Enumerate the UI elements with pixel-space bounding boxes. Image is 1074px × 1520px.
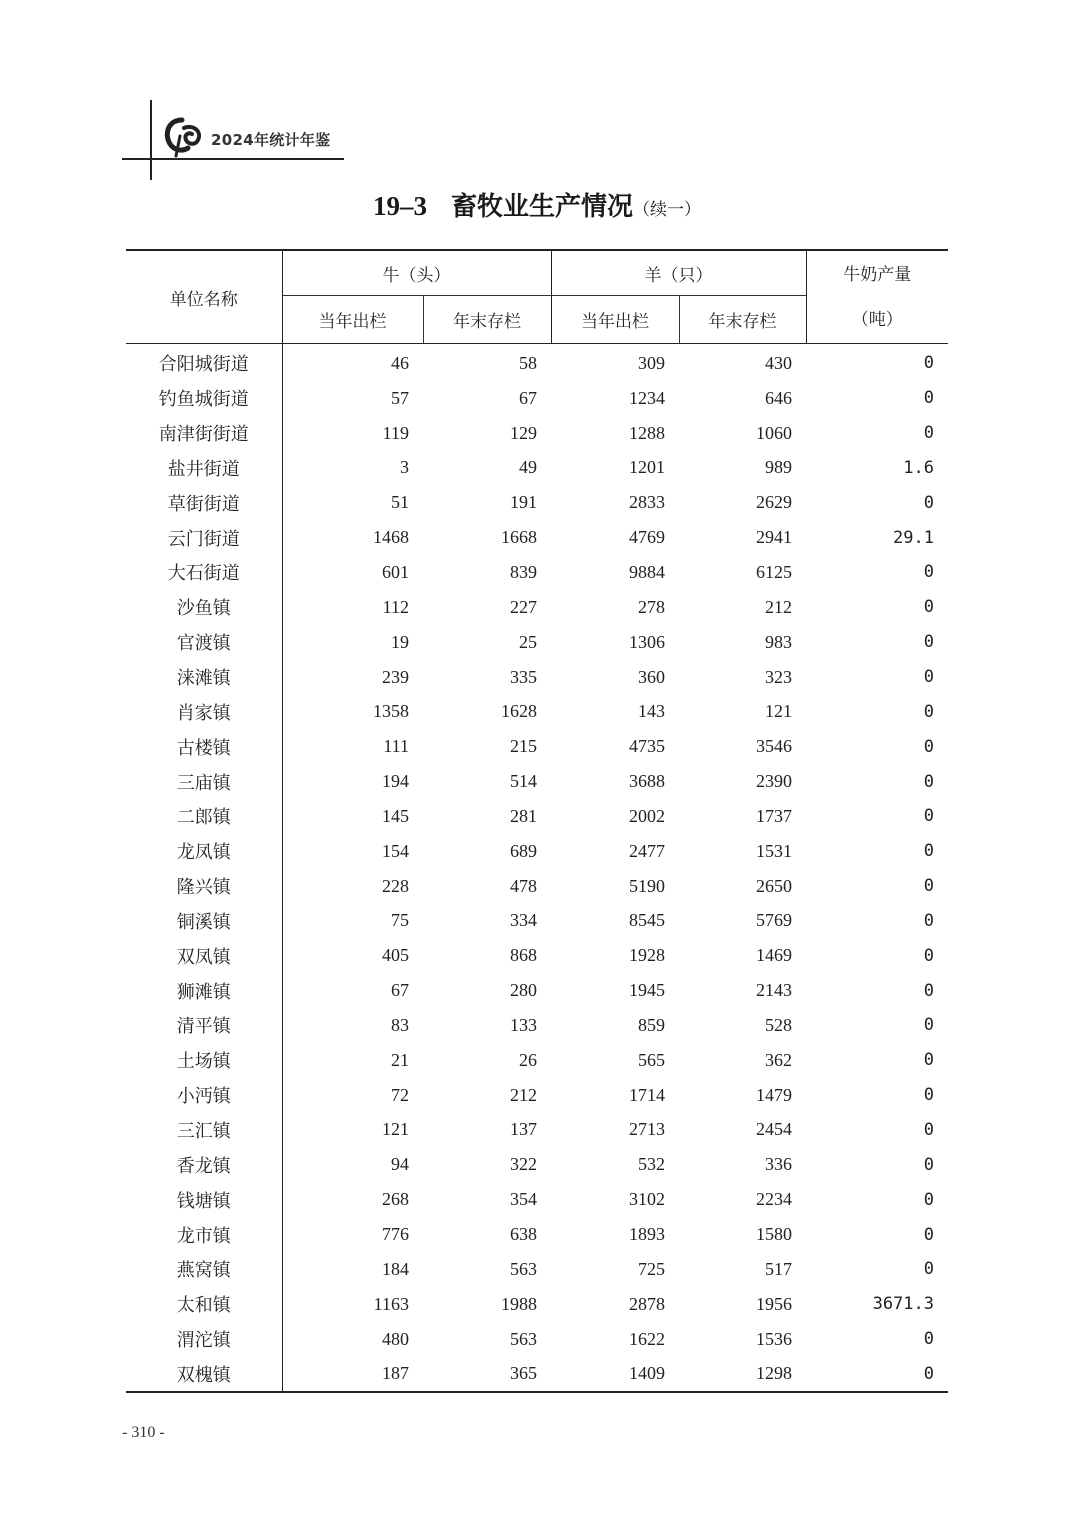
cattle-stock-cell: 689 [510, 840, 537, 861]
cattle-stock-cell: 335 [510, 666, 537, 687]
sheep-stock-cell: 121 [765, 701, 792, 722]
sheep-stock-header: 年末存栏 [679, 296, 806, 344]
sheep-out-cell: 1234 [629, 387, 665, 408]
cattle-out-cell: 51 [391, 492, 409, 513]
sheep-out-cell: 565 [638, 1049, 665, 1070]
sheep-out-cell: 3688 [629, 771, 665, 792]
cattle-out-cell: 228 [382, 875, 409, 896]
sheep-out-cell: 1928 [629, 945, 665, 966]
sheep-stock-cell: 1531 [756, 840, 792, 861]
cattle-stock-cell: 365 [423, 1356, 551, 1392]
milk-output-cell: 0 [923, 1085, 934, 1106]
milk-output-cell: 0 [923, 632, 934, 653]
cattle-stock-cell: 215 [510, 736, 537, 757]
milk-output-cell: 0 [923, 806, 934, 827]
cattle-stock-cell: 322 [510, 1154, 537, 1175]
unit-name-cell: 二郎镇 [126, 799, 282, 834]
sheep-out-cell: 9884 [629, 561, 665, 582]
cattle-out-cell: 268 [382, 1189, 409, 1210]
cattle-stock-cell: 354 [510, 1189, 537, 1210]
sheep-out-cell: 532 [638, 1154, 665, 1175]
table-row [126, 660, 948, 695]
unit-name-cell: 双凤镇 [126, 938, 282, 973]
table-row [126, 520, 948, 555]
table-row [126, 729, 948, 764]
unit-name-cell: 沙鱼镇 [126, 590, 282, 625]
unit-name-cell: 太和镇 [126, 1287, 282, 1322]
unit-name-cell: 狮滩镇 [126, 973, 282, 1008]
unit-name-cell: 大石街道 [126, 555, 282, 590]
sheep-out-cell: 2878 [629, 1293, 665, 1314]
sheep-out-cell: 1714 [629, 1084, 665, 1105]
cattle-stock-cell: 563 [510, 1258, 537, 1279]
cattle-out-cell: 184 [382, 1258, 409, 1279]
cattle-out-cell: 72 [391, 1084, 409, 1105]
table-continued: （续一） [633, 200, 701, 220]
sheep-stock-cell: 528 [765, 1014, 792, 1035]
sheep-stock-cell: 2650 [756, 875, 792, 896]
milk-output-cell: 0 [923, 1329, 934, 1350]
sheep-stock-cell: 2234 [756, 1189, 792, 1210]
milk-output-cell: 0 [923, 701, 934, 722]
milk-output-cell: 0 [923, 423, 934, 444]
cattle-stock-cell: 137 [510, 1119, 537, 1140]
sheep-stock-cell: 2390 [756, 771, 792, 792]
cattle-stock-cell: 129 [510, 422, 537, 443]
table-row [126, 1322, 948, 1357]
yearbook-title: 2024年统计年鉴 [211, 131, 331, 149]
milk-output-cell: 0 [923, 1224, 934, 1245]
sheep-out-cell: 8545 [629, 910, 665, 931]
cattle-out-cell: 601 [382, 561, 409, 582]
table-name: 畜牧业生产情况 [450, 192, 633, 222]
unit-name-cell: 三庙镇 [126, 764, 282, 799]
table-row [126, 451, 948, 486]
cattle-stock-cell: 868 [510, 945, 537, 966]
cattle-stock-cell: 478 [510, 875, 537, 896]
sheep-out-cell: 1622 [629, 1328, 665, 1349]
sheep-stock-cell: 1298 [679, 1356, 806, 1392]
table-row [126, 1147, 948, 1182]
unit-name-cell: 云门街道 [126, 520, 282, 555]
milk-output-cell: 0 [923, 980, 934, 1001]
milk-output-cell: 29.1 [893, 527, 934, 548]
cattle-out-cell: 21 [391, 1049, 409, 1070]
cattle-stock-cell: 563 [510, 1328, 537, 1349]
milk-output-header [806, 250, 948, 344]
table-row [126, 904, 948, 939]
table-row [126, 799, 948, 834]
table-row [126, 1287, 948, 1322]
cattle-stock-cell: 839 [510, 561, 537, 582]
table-row [126, 344, 948, 381]
sheep-stock-cell: 212 [765, 596, 792, 617]
sheep-out-cell: 143 [638, 701, 665, 722]
sheep-stock-cell: 3546 [756, 736, 792, 757]
cattle-stock-cell: 638 [510, 1224, 537, 1245]
sheep-out-header: 当年出栏 [551, 296, 679, 344]
cattle-out-cell: 1468 [373, 527, 409, 548]
livestock-table [126, 249, 948, 1393]
milk-output-cell: 3671.3 [872, 1294, 934, 1315]
cattle-out-cell: 480 [382, 1328, 409, 1349]
milk-output-cell: 0 [923, 910, 934, 931]
cattle-out-cell: 121 [382, 1119, 409, 1140]
milk-output-cell: 0 [923, 353, 934, 374]
sheep-out-cell: 2477 [629, 840, 665, 861]
unit-name-cell: 官渡镇 [126, 625, 282, 660]
cattle-out-cell: 239 [382, 666, 409, 687]
sheep-out-cell: 309 [638, 352, 665, 373]
cattle-stock-cell: 58 [519, 352, 537, 373]
sheep-out-cell: 278 [638, 596, 665, 617]
table-row [126, 590, 948, 625]
cattle-out-cell: 1163 [373, 1293, 409, 1314]
unit-name-cell: 草街街道 [126, 485, 282, 520]
unit-name-cell: 龙凤镇 [126, 834, 282, 869]
header-vertical-rule [150, 100, 152, 180]
cattle-stock-cell: 514 [510, 771, 537, 792]
table-row [126, 1252, 948, 1287]
cattle-out-cell: 57 [391, 387, 409, 408]
unit-name-cell: 清平镇 [126, 1008, 282, 1043]
cattle-out-cell: 67 [391, 980, 409, 1001]
milk-output-cell: 0 [923, 492, 934, 513]
sheep-stock-cell: 1737 [756, 805, 792, 826]
table-row [126, 869, 948, 904]
milk-output-cell: 0 [923, 841, 934, 862]
unit-name-cell: 盐井街道 [126, 451, 282, 486]
cattle-out-cell: 19 [391, 631, 409, 652]
sheep-out-cell: 2002 [629, 805, 665, 826]
sheep-out-cell: 859 [638, 1014, 665, 1035]
cattle-out-cell: 94 [391, 1154, 409, 1175]
cattle-out-cell: 111 [383, 736, 409, 757]
sheep-out-cell: 4769 [629, 527, 665, 548]
sheep-out-cell: 1201 [629, 457, 665, 478]
table-row [126, 834, 948, 869]
sheep-stock-cell: 983 [765, 631, 792, 652]
unit-name-cell: 南津街街道 [126, 416, 282, 451]
cattle-out-cell: 46 [391, 352, 409, 373]
table-row [126, 381, 948, 416]
sheep-out-cell: 2713 [629, 1119, 665, 1140]
table-row [126, 1217, 948, 1252]
table-row [126, 485, 948, 520]
table-row [126, 1182, 948, 1217]
unit-name-cell: 古楼镇 [126, 729, 282, 764]
livestock-table-container [126, 249, 948, 1393]
milk-output-cell: 0 [923, 562, 934, 583]
table-row [126, 1356, 948, 1392]
sheep-stock-cell: 336 [765, 1154, 792, 1175]
table-row [126, 625, 948, 660]
cattle-group-header: 牛（头） [282, 250, 551, 296]
sheep-stock-cell: 5769 [756, 910, 792, 931]
sheep-stock-cell: 6125 [756, 561, 792, 582]
cattle-out-cell: 112 [382, 596, 409, 617]
sheep-out-cell: 1306 [629, 631, 665, 652]
cattle-stock-cell: 133 [510, 1014, 537, 1035]
sheep-out-cell: 2833 [629, 492, 665, 513]
sheep-stock-cell: 646 [765, 387, 792, 408]
milk-output-cell: 0 [923, 945, 934, 966]
cattle-out-cell: 187 [282, 1356, 423, 1392]
table-number: 19–3 [372, 191, 427, 221]
table-row [126, 764, 948, 799]
cattle-stock-cell: 1988 [501, 1293, 537, 1314]
sheep-stock-cell: 1060 [756, 422, 792, 443]
milk-output-cell: 0 [923, 1154, 934, 1175]
unit-name-cell: 双槐镇 [126, 1356, 282, 1392]
milk-output-cell: 0 [923, 1119, 934, 1140]
sheep-stock-cell: 1479 [756, 1084, 792, 1105]
cattle-out-cell: 119 [382, 422, 409, 443]
milk-output-cell: 0 [923, 771, 934, 792]
sheep-out-cell: 4735 [629, 736, 665, 757]
cattle-stock-cell: 1668 [501, 527, 537, 548]
unit-name-header: 单位名称 [126, 250, 282, 344]
sheep-stock-cell: 517 [765, 1258, 792, 1279]
table-body [126, 344, 948, 1393]
cattle-stock-cell: 280 [510, 980, 537, 1001]
unit-name-cell: 合阳城街道 [126, 344, 282, 381]
cattle-out-cell: 75 [391, 910, 409, 931]
milk-output-cell: 0 [923, 667, 934, 688]
cattle-stock-cell: 334 [510, 910, 537, 931]
table-row [126, 1113, 948, 1148]
milk-output-cell: 0 [923, 876, 934, 897]
sheep-out-cell: 5190 [629, 875, 665, 896]
cattle-stock-cell: 25 [519, 631, 537, 652]
cattle-out-cell: 776 [382, 1224, 409, 1245]
header-horizontal-rule [122, 158, 344, 160]
cattle-stock-header: 年末存栏 [423, 296, 551, 344]
cattle-out-header: 当年出栏 [318, 312, 387, 333]
unit-name-cell: 香龙镇 [126, 1147, 282, 1182]
cattle-stock-cell: 191 [510, 492, 537, 513]
cattle-stock-cell: 67 [519, 387, 537, 408]
sheep-stock-cell: 1536 [756, 1328, 792, 1349]
milk-output-cell: 0 [923, 388, 934, 409]
table-row [126, 694, 948, 729]
unit-name-cell: 钱塘镇 [126, 1182, 282, 1217]
sheep-stock-cell: 2454 [756, 1119, 792, 1140]
cattle-out-cell: 83 [391, 1014, 409, 1035]
milk-output-cell: 0 [923, 736, 934, 757]
unit-name-cell: 三汇镇 [126, 1113, 282, 1148]
table-row [126, 1043, 948, 1078]
sheep-stock-cell: 2941 [756, 527, 792, 548]
table-row [126, 938, 948, 973]
unit-name-cell: 土场镇 [126, 1043, 282, 1078]
cattle-stock-cell: 49 [519, 457, 537, 478]
table-row [126, 1078, 948, 1113]
milk-output-cell: 0 [923, 1015, 934, 1036]
yearbook-logo-icon [160, 114, 206, 158]
unit-name-cell: 渭沱镇 [126, 1322, 282, 1357]
cattle-out-cell: 154 [382, 840, 409, 861]
unit-name-cell: 铜溪镇 [126, 904, 282, 939]
cattle-stock-cell: 26 [519, 1049, 537, 1070]
page-number: - 310 - [122, 1424, 165, 1441]
milk-output-cell: 1.6 [903, 457, 934, 478]
cattle-out-cell: 405 [382, 945, 409, 966]
table-title [0, 186, 1074, 223]
unit-name-cell: 隆兴镇 [126, 869, 282, 904]
sheep-stock-cell: 2143 [756, 980, 792, 1001]
milk-output-cell: 0 [923, 597, 934, 618]
cattle-stock-cell: 212 [510, 1084, 537, 1105]
milk-output-cell: 0 [806, 1356, 948, 1392]
milk-output-cell: 0 [923, 1189, 934, 1210]
cattle-out-cell: 194 [382, 771, 409, 792]
cattle-out-cell: 1358 [373, 701, 409, 722]
sheep-stock-cell: 430 [765, 352, 792, 373]
sheep-stock-cell: 2629 [756, 492, 792, 513]
sheep-stock-cell: 323 [765, 666, 792, 687]
sheep-out-cell: 3102 [629, 1189, 665, 1210]
cattle-stock-cell: 227 [510, 596, 537, 617]
cattle-out-cell: 145 [382, 805, 409, 826]
milk-header-line2: （吨） [851, 310, 903, 330]
unit-name-cell: 龙市镇 [126, 1217, 282, 1252]
sheep-stock-cell: 1469 [756, 945, 792, 966]
sheep-stock-cell: 1580 [756, 1224, 792, 1245]
sheep-out-cell: 360 [638, 666, 665, 687]
sheep-out-cell: 1288 [629, 422, 665, 443]
unit-name-cell: 小沔镇 [126, 1078, 282, 1113]
cattle-out-cell: 3 [400, 457, 409, 478]
sheep-out-cell: 725 [638, 1258, 665, 1279]
sheep-stock-cell: 362 [765, 1049, 792, 1070]
unit-name-cell: 肖家镇 [126, 694, 282, 729]
sheep-out-cell: 1893 [629, 1224, 665, 1245]
cattle-stock-cell: 281 [510, 805, 537, 826]
unit-name-cell: 钓鱼城街道 [126, 381, 282, 416]
milk-output-cell: 0 [923, 1050, 934, 1071]
table-row [126, 555, 948, 590]
milk-output-cell: 0 [923, 1259, 934, 1280]
unit-name-cell: 燕窝镇 [126, 1252, 282, 1287]
table-row [126, 1008, 948, 1043]
unit-name-cell: 涞滩镇 [126, 660, 282, 695]
sheep-out-cell: 1409 [551, 1356, 679, 1392]
cattle-stock-cell: 1628 [501, 701, 537, 722]
sheep-group-header: 羊（只） [551, 250, 806, 296]
sheep-out-cell: 1945 [629, 980, 665, 1001]
table-row [126, 416, 948, 451]
sheep-stock-cell: 989 [765, 457, 792, 478]
milk-header-line1: 牛奶产量 [843, 265, 912, 285]
sheep-stock-cell: 1956 [756, 1293, 792, 1314]
table-row [126, 973, 948, 1008]
